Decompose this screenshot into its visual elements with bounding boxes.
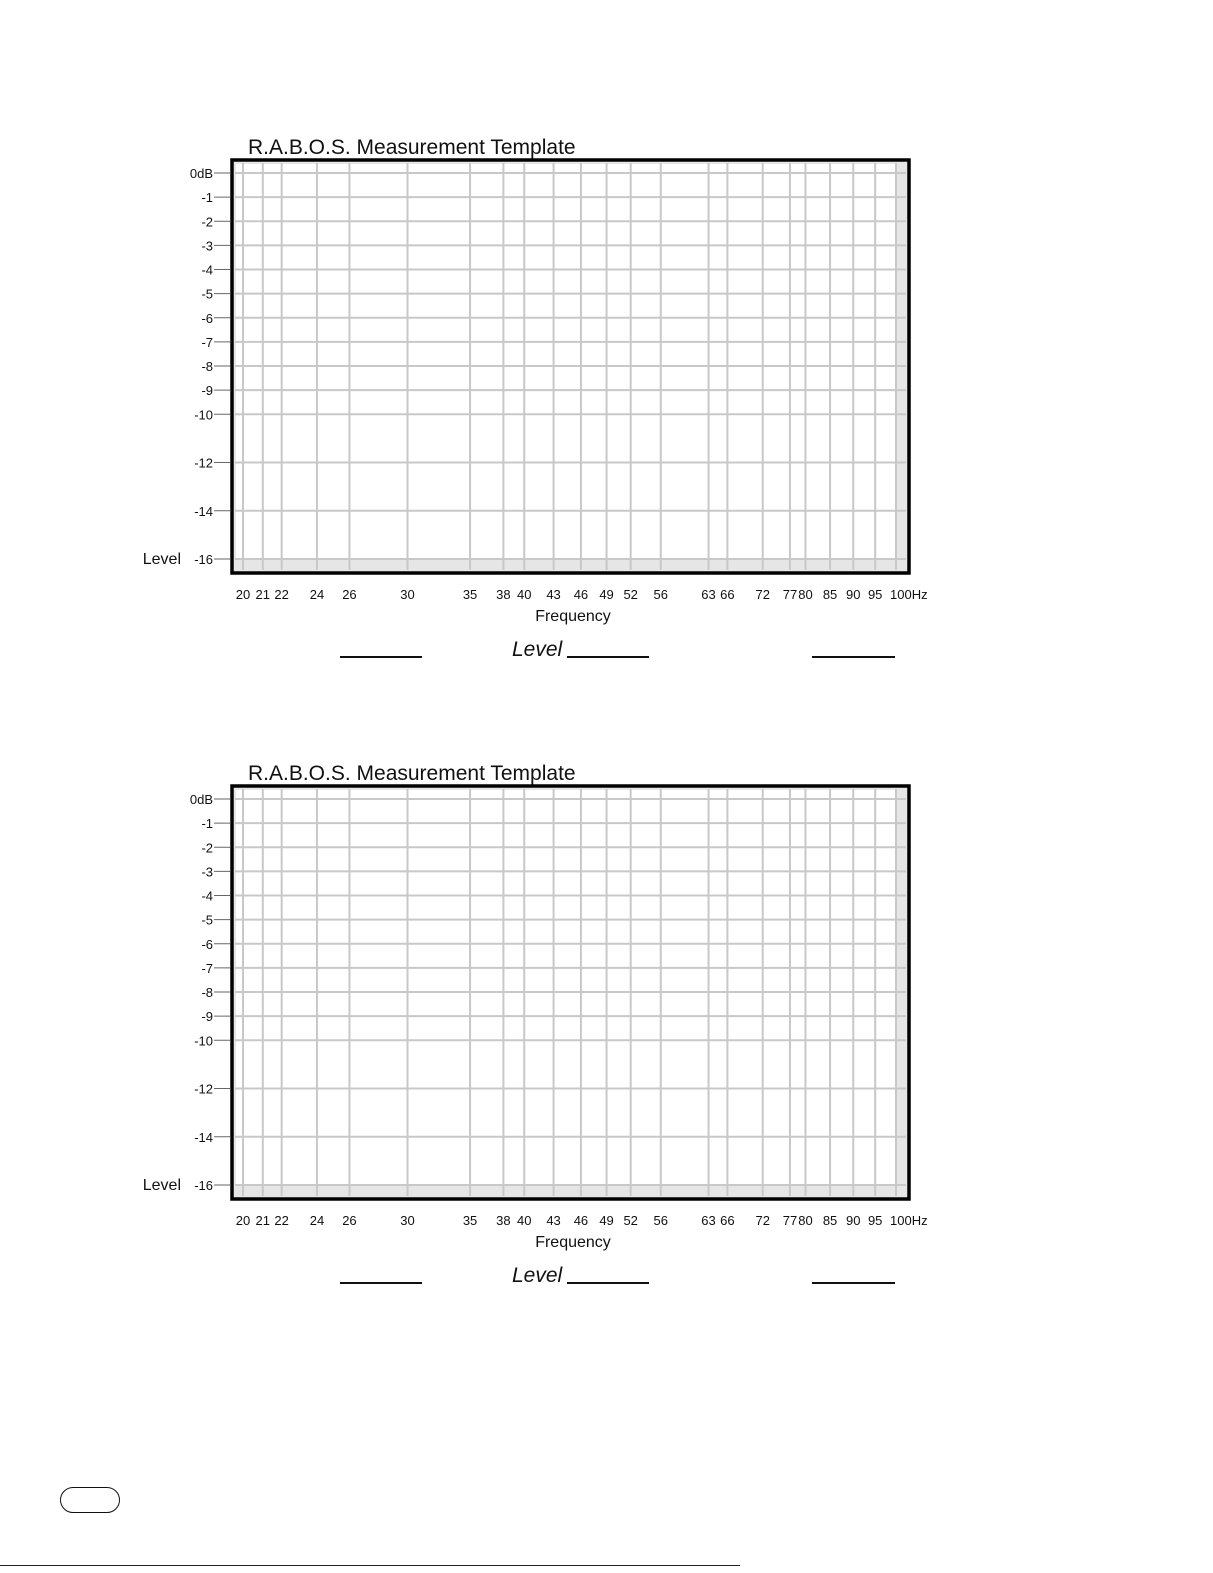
level-field-label: Level <box>512 638 563 661</box>
x-tick-label: 38 <box>496 587 511 602</box>
x-tick-label: 63 <box>701 1213 716 1228</box>
y-tick-label: -16 <box>194 552 213 567</box>
chart-svg-1 <box>0 128 1213 688</box>
x-tick-label: 40 <box>516 587 532 602</box>
x-tick-label: 90 <box>846 1213 861 1228</box>
x-tick-label: 66 <box>720 587 735 602</box>
y-tick-label: -16 <box>194 1178 213 1193</box>
y-tick-label: -3 <box>201 238 213 254</box>
x-tick-label: 85 <box>822 1213 838 1228</box>
y-tick-label: -10 <box>194 1033 213 1049</box>
x-tick-label: 85 <box>822 587 838 602</box>
y-tick-label: -8 <box>201 985 213 1000</box>
x-tick-label: 21 <box>255 1213 271 1228</box>
x-tick-label: 20 <box>235 587 251 602</box>
y-tick-label: -8 <box>201 359 213 374</box>
level-field-label: Level <box>512 1264 563 1287</box>
x-tick-label: 80 <box>798 1213 813 1228</box>
x-tick-label: 30 <box>400 1213 415 1228</box>
x-tick-label: 43 <box>546 1213 561 1228</box>
x-tick-label: 40 <box>516 1213 532 1228</box>
x-tick-label: 20 <box>235 1213 251 1228</box>
y-tick-label: -4 <box>201 262 213 278</box>
plot-area <box>236 164 896 559</box>
x-tick-label: 52 <box>623 1213 638 1228</box>
y-axis-title: Level <box>142 1177 181 1194</box>
y-tick-label: -3 <box>201 864 213 880</box>
chart-title: R.A.B.O.S. Measurement Template <box>248 762 576 785</box>
measurement-chart-1 <box>0 128 1213 688</box>
x-tick-label: 24 <box>309 1213 325 1228</box>
y-tick-label: -7 <box>201 960 213 976</box>
x-tick-label: 46 <box>573 1213 589 1228</box>
x-tick-label: 52 <box>623 587 638 602</box>
bottom-rule <box>0 1565 740 1566</box>
measurement-chart-2 <box>0 754 1213 1314</box>
y-axis-title: Level <box>142 551 181 568</box>
x-tick-label: 77 <box>782 1213 798 1228</box>
y-tick-label: -9 <box>201 383 213 399</box>
y-tick-label: -12 <box>194 1081 213 1097</box>
y-tick-label: -9 <box>201 1009 213 1025</box>
x-tick-label: 26 <box>342 1213 357 1228</box>
x-tick-label: 80 <box>798 587 813 602</box>
x-tick-label: 24 <box>309 587 325 602</box>
y-tick-label: -14 <box>194 503 213 519</box>
y-tick-label: -12 <box>194 455 213 471</box>
y-tick-label: 0dB <box>189 792 213 807</box>
y-tick-label: -10 <box>194 407 213 423</box>
page-number-box <box>60 1487 120 1513</box>
x-tick-label: 100Hz <box>890 1213 928 1228</box>
y-tick-label: -2 <box>201 840 213 856</box>
x-tick-label: 35 <box>462 587 478 602</box>
plot-area <box>236 790 896 1185</box>
y-tick-label: -5 <box>201 286 213 302</box>
y-tick-label: 0dB <box>189 166 213 181</box>
x-tick-label: 43 <box>546 587 561 602</box>
y-tick-label: -6 <box>201 310 213 326</box>
x-tick-label: 22 <box>274 1213 289 1228</box>
y-tick-label: -1 <box>201 816 213 832</box>
chart-svg-2 <box>0 754 1213 1314</box>
x-axis-title: Frequency <box>535 1234 611 1251</box>
y-tick-label: -6 <box>201 936 213 952</box>
x-tick-label: 46 <box>573 587 589 602</box>
x-tick-label: 77 <box>782 587 798 602</box>
x-tick-label: 49 <box>599 587 614 602</box>
y-tick-label: -14 <box>194 1129 213 1145</box>
x-tick-label: 38 <box>496 1213 511 1228</box>
x-tick-label: 72 <box>755 587 770 602</box>
y-tick-label: -5 <box>201 912 213 928</box>
x-tick-label: 21 <box>255 587 271 602</box>
x-axis-title: Frequency <box>535 608 611 625</box>
x-tick-label: 72 <box>755 1213 770 1228</box>
x-tick-label: 90 <box>846 587 861 602</box>
x-tick-label: 56 <box>653 1213 668 1228</box>
x-tick-label: 35 <box>462 1213 478 1228</box>
x-tick-label: 95 <box>867 587 883 602</box>
y-tick-label: -4 <box>201 888 213 904</box>
x-tick-label: 66 <box>720 1213 735 1228</box>
x-tick-label: 56 <box>653 587 668 602</box>
y-tick-label: -2 <box>201 214 213 230</box>
y-tick-label: -1 <box>201 190 213 206</box>
x-tick-label: 95 <box>867 1213 883 1228</box>
x-tick-label: 30 <box>400 587 415 602</box>
chart-title: R.A.B.O.S. Measurement Template <box>248 136 576 159</box>
x-tick-label: 26 <box>342 587 357 602</box>
y-tick-label: -7 <box>201 334 213 350</box>
x-tick-label: 100Hz <box>890 587 928 602</box>
x-tick-label: 63 <box>701 587 716 602</box>
x-tick-label: 49 <box>599 1213 614 1228</box>
x-tick-label: 22 <box>274 587 289 602</box>
